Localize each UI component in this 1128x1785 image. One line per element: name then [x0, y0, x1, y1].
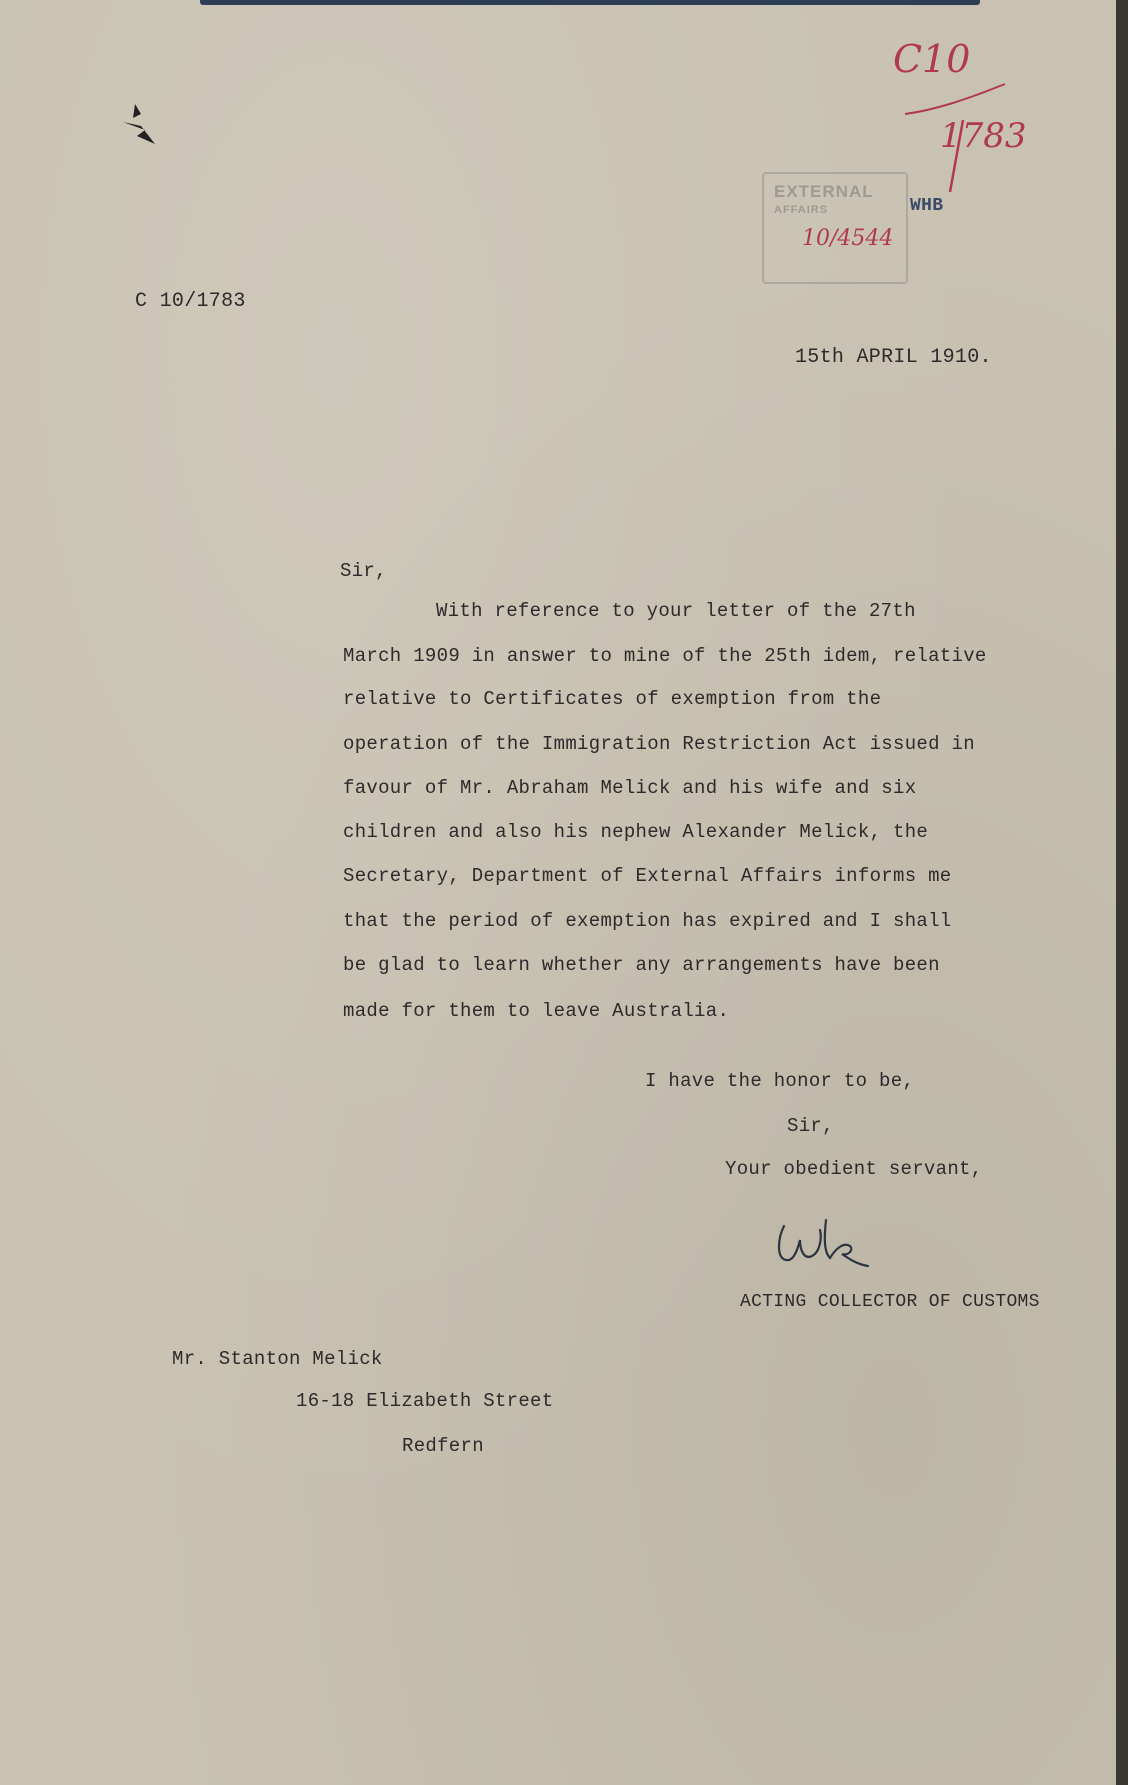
closing-servant: Your obedient servant, [725, 1158, 983, 1180]
body-line: Secretary, Department of External Affairs informs me [343, 865, 952, 887]
handwritten-ref-bottom: 1783 [940, 116, 1027, 156]
body-line: March 1909 in answer to mine of the 25th idem, relative [343, 645, 987, 667]
body-line: favour of Mr. Abraham Melick and his wife and six [343, 777, 917, 799]
handwritten-ref-top: C10 [893, 37, 971, 81]
signature-initials [768, 1208, 888, 1278]
recipient-name: Mr. Stanton Melick [172, 1348, 383, 1370]
body-line: be glad to learn whether any arrangements have been [343, 954, 940, 976]
handwritten-reference [893, 37, 971, 81]
stamp-number: 10/4544 [802, 226, 894, 251]
salutation: Sir, [340, 560, 387, 582]
stamp-subtitle: AFFAIRS [774, 204, 829, 216]
body-line: relative to Certificates of exemption from the [343, 688, 882, 710]
body-line: that the period of exemption has expired and I shall [343, 910, 952, 932]
recipient-street: 16-18 Elizabeth Street [296, 1390, 554, 1412]
body-line: operation of the Immigration Restriction Act issued in [343, 733, 975, 755]
stamp-title: EXTERNAL [774, 182, 874, 201]
external-affairs-stamp [762, 172, 908, 284]
signature-title: ACTING COLLECTOR OF CUSTOMS [740, 1292, 1040, 1312]
body-line: With reference to your letter of the 27th [436, 600, 916, 622]
page-top-edge [200, 0, 980, 5]
body-line: children and also his nephew Alexander Melick, the [343, 821, 929, 843]
letter-date: 15th APRIL 1910. [795, 346, 992, 369]
ink-mark-icon [115, 100, 165, 150]
recipient-suburb: Redfern [402, 1435, 484, 1457]
stamp-initials: WHB [910, 196, 944, 216]
body-line: made for them to leave Australia. [343, 1000, 730, 1022]
file-reference: C 10/1783 [135, 290, 246, 313]
closing-sir: Sir, [787, 1115, 834, 1137]
closing-line: I have the honor to be, [645, 1070, 915, 1092]
